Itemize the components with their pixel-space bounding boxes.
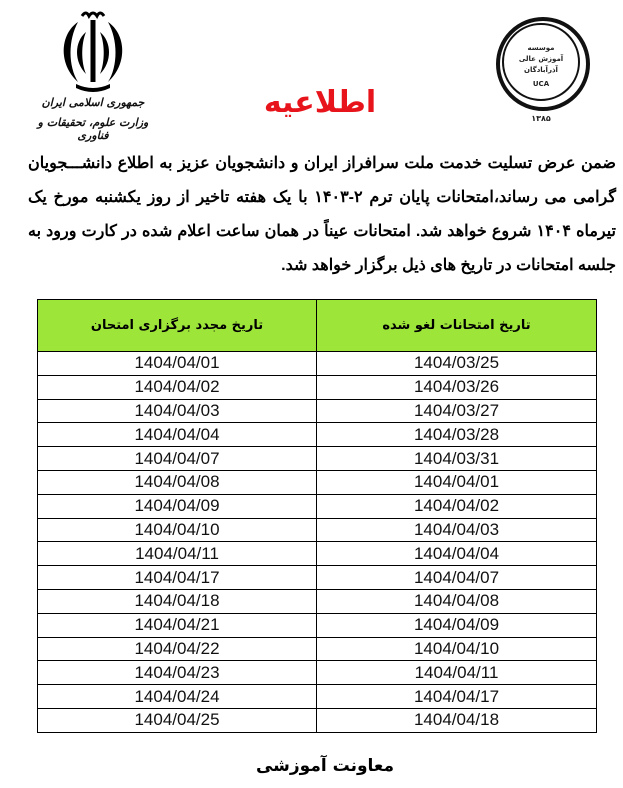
rescheduled-date-cell: 1404/04/08: [38, 470, 317, 494]
cancelled-date-cell: 1404/04/09: [317, 613, 597, 637]
cancelled-date-cell: 1404/04/02: [317, 494, 597, 518]
cancelled-date-cell: 1404/04/11: [317, 661, 597, 685]
iran-emblem-logo: [37, 8, 149, 142]
cancelled-date-cell: 1404/03/25: [317, 352, 597, 376]
table-row: [38, 708, 597, 732]
rescheduled-date-cell: 1404/04/24: [38, 685, 317, 709]
announcement-paragraph: ضمن عرض تسلیت خدمت ملت سرافراز ایران و دانشجویان عزیز به اطلاع دانشـــجویان گرامی می رساند،امتحانات پایان ترم ۲-۱۴۰۳ با یک هفته تاخیر از روز یکشنبه مورخ یک تیرماه ۱۴۰۴ شروع خواهد شد. امتحانات عیناً در همان ساعت اعلام شده در کارت ورود به جلسه امتحانات در تاریخ های ذیل برگزار خواهد شد.: [28, 155, 617, 274]
cancelled-date-cell: 1404/04/04: [317, 542, 597, 566]
rescheduled-date-cell: 1404/04/17: [38, 566, 317, 590]
emblem-icon: [56, 8, 130, 94]
cancelled-date-cell: 1404/04/08: [317, 589, 597, 613]
table-body: [38, 352, 597, 733]
table-row: [38, 637, 597, 661]
rescheduled-date-cell: 1404/04/11: [38, 542, 317, 566]
rescheduled-date-cell: 1404/04/21: [38, 613, 317, 637]
cancelled-date-cell: 1404/04/01: [317, 470, 597, 494]
table-row: [38, 661, 597, 685]
table-row: [38, 470, 597, 494]
signature: معاونت آموزشی: [255, 756, 395, 776]
cancelled-date-cell: 1404/03/31: [317, 447, 597, 471]
emblem-line-2: وزارت علوم، تحقیقات و فناوری: [37, 116, 149, 142]
rescheduled-date-cell: 1404/04/25: [38, 708, 317, 732]
seal-line-3: آذرآبادگان: [524, 66, 558, 74]
seal-line-1: موسسه: [527, 44, 555, 52]
column-header-rescheduled: تاریخ مجدد برگزاری امتحان: [38, 300, 317, 352]
table-row: [38, 589, 597, 613]
rescheduled-date-cell: 1404/04/04: [38, 423, 317, 447]
emblem-line-1: جمهوری اسلامی ایران: [41, 96, 145, 109]
table-row: [38, 375, 597, 399]
seal-year: ۱۳۸۵: [531, 114, 551, 123]
rescheduled-date-cell: 1404/04/09: [38, 494, 317, 518]
rescheduled-date-cell: 1404/04/03: [38, 399, 317, 423]
table-row: [38, 352, 597, 376]
table-row: [38, 423, 597, 447]
table-header-row: [38, 300, 597, 352]
seal-line-2: آموزش عالی: [518, 55, 564, 63]
cancelled-date-cell: 1404/03/28: [317, 423, 597, 447]
table-row: [38, 494, 597, 518]
page-title: اطلاعیه: [263, 85, 377, 120]
table-row: [38, 447, 597, 471]
cancelled-date-cell: 1404/03/26: [317, 375, 597, 399]
rescheduled-date-cell: 1404/04/07: [38, 447, 317, 471]
exam-schedule-table: [37, 299, 597, 733]
table-row: [38, 399, 597, 423]
uca-seal-logo: [493, 14, 599, 123]
rescheduled-date-cell: 1404/04/18: [38, 589, 317, 613]
rescheduled-date-cell: 1404/04/01: [38, 352, 317, 376]
column-header-cancelled: تاریخ امتحانات لغو شده: [317, 300, 597, 352]
cancelled-date-cell: 1404/04/18: [317, 708, 597, 732]
rescheduled-date-cell: 1404/04/10: [38, 518, 317, 542]
table-row: [38, 685, 597, 709]
rescheduled-date-cell: 1404/04/22: [38, 637, 317, 661]
rescheduled-date-cell: 1404/04/23: [38, 661, 317, 685]
cancelled-date-cell: 1404/03/27: [317, 399, 597, 423]
cancelled-date-cell: 1404/04/07: [317, 566, 597, 590]
seal-line-4: UCA: [532, 80, 550, 88]
cancelled-date-cell: 1404/04/17: [317, 685, 597, 709]
cancelled-date-cell: 1404/04/03: [317, 518, 597, 542]
table-row: [38, 542, 597, 566]
table-row: [38, 518, 597, 542]
rescheduled-date-cell: 1404/04/02: [38, 375, 317, 399]
cancelled-date-cell: 1404/04/10: [317, 637, 597, 661]
table-row: [38, 566, 597, 590]
table-row: [38, 613, 597, 637]
